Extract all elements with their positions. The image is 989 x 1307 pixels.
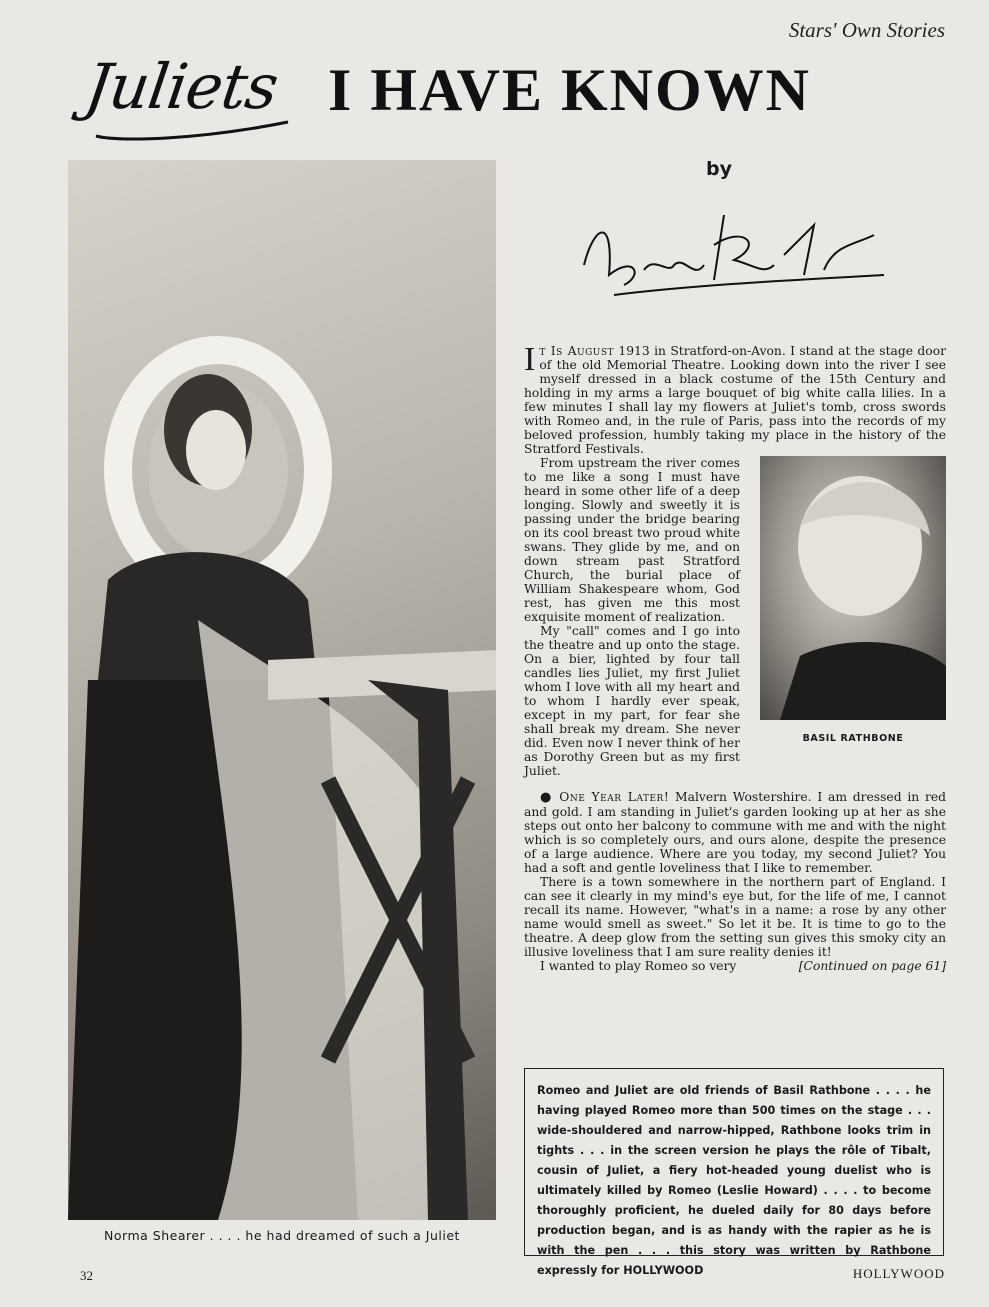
section-kicker: Stars' Own Stories — [788, 18, 945, 42]
paragraph-text: Malvern Wostershire. I am dressed in red and gold. I am standing in Juliet's garden looking up at her as she steps out onto her balcony to commune with me and with the night which is so completely ours, and ours alone, despite the presence of a large audience. Where are you today, my second Juliet? You had a soft and gentle loveliness that I like to remember. — [524, 790, 947, 875]
paragraph-text: 1913 in Stratford-on-Avon. I stand at the stage door of the old Memorial Theatre. Looking down into the river I see myself dressed in a black costume of the 15th Century and holding in my arms a large bouquet of big white calla lilies. In a few minutes I shall lay my flowers at Juliet's tomb, cross swords with Romeo and, in the rule of Paris, pass into the records of my beloved profession, humbly taking my place in the history of the Stratford Festivals. — [524, 344, 946, 456]
bullet-icon: ● — [540, 790, 554, 805]
page-title: I HAVE KNOWN — [328, 57, 811, 123]
article-paragraph-6 — [524, 959, 946, 973]
lead-in: One Year Later! — [559, 790, 670, 804]
page-number: 32 — [80, 1268, 93, 1283]
magazine-name: HOLLYWOOD — [852, 1266, 945, 1281]
article-paragraph-1 — [524, 341, 946, 456]
article-paragraph-5: There is a town somewhere in the northern part of England. I can see it clearly in my mind's eye but, for the life of me, I cannot recall its name. However, "what's in a name: a rose by any other name would smell as sweet." So let it be. It is time to go to the theatre. A deep glow from the setting sun gives this smoky city an illusive loveliness that I am sure reality denies it! — [524, 875, 946, 959]
signature-icon — [574, 185, 894, 305]
author-signature — [574, 185, 894, 305]
headline — [78, 44, 958, 144]
continued-link[interactable]: [Continued on page 61] — [798, 959, 946, 973]
photo-norma-shearer — [68, 160, 496, 1220]
drop-cap: I — [524, 341, 536, 378]
article-body — [524, 341, 947, 973]
photo-caption-right: BASIL RATHBONE — [802, 733, 904, 744]
article-paragraph-3: My "call" comes and I go into the theatre and up onto the stage. On a bier, lighted by four tall candles lies Juliet, my first Juliet whom I love with all my heart and to whom I hardly ever speak, except in my part, for fear she shall break my dream. She never did. Even now I never think of her as Dorothy Green but as my first Juliet. — [524, 624, 740, 778]
photo-caption-left: Norma Shearer . . . . he had dreamed of such a Juliet — [104, 1228, 460, 1243]
lead-in: t Is August — [539, 344, 615, 358]
byline-by: by — [706, 158, 732, 180]
article-paragraph-4 — [524, 790, 946, 875]
article-paragraph-2: From upstream the river comes to me like a song I must have heard in some other life of a deep longing. Slowly and sweetly it is passing under the bridge bearing on its cool breast two proud white swans. They glide by me, and on down stream past Stratford Church, the burial place of William Shakespeare whom, God rest, has given me this most exquisite moment of realization. — [524, 456, 740, 624]
sidebar-note — [524, 1068, 944, 1277]
photo-basil-rathbone — [760, 456, 946, 746]
rathbone-portrait-illustration — [760, 456, 946, 720]
juliet-portrait-illustration — [68, 160, 496, 1220]
script-title-juliets: Juliets — [80, 50, 283, 123]
paragraph-text: I wanted to play Romeo so very — [540, 959, 737, 973]
sidebar-text: Romeo and Juliet are old friends of Basil Rathbone . . . . he having played Romeo more than 500 times on the stage . . . wide-shouldered and narrow-hipped, Rathbone looks trim in tights . . . in the screen version he plays the rôle of Tibalt, cousin of Juliet, a fiery hot-headed young duelist who is ultimately killed by Romeo (Leslie Howard) . . . . to become thoroughly proficient, he dueled daily for 80 days before production began, and is as handy with the rapier as he is with the pen . . . this story was written by Rathbone expressly for HOLLYWOOD — [537, 1084, 931, 1277]
